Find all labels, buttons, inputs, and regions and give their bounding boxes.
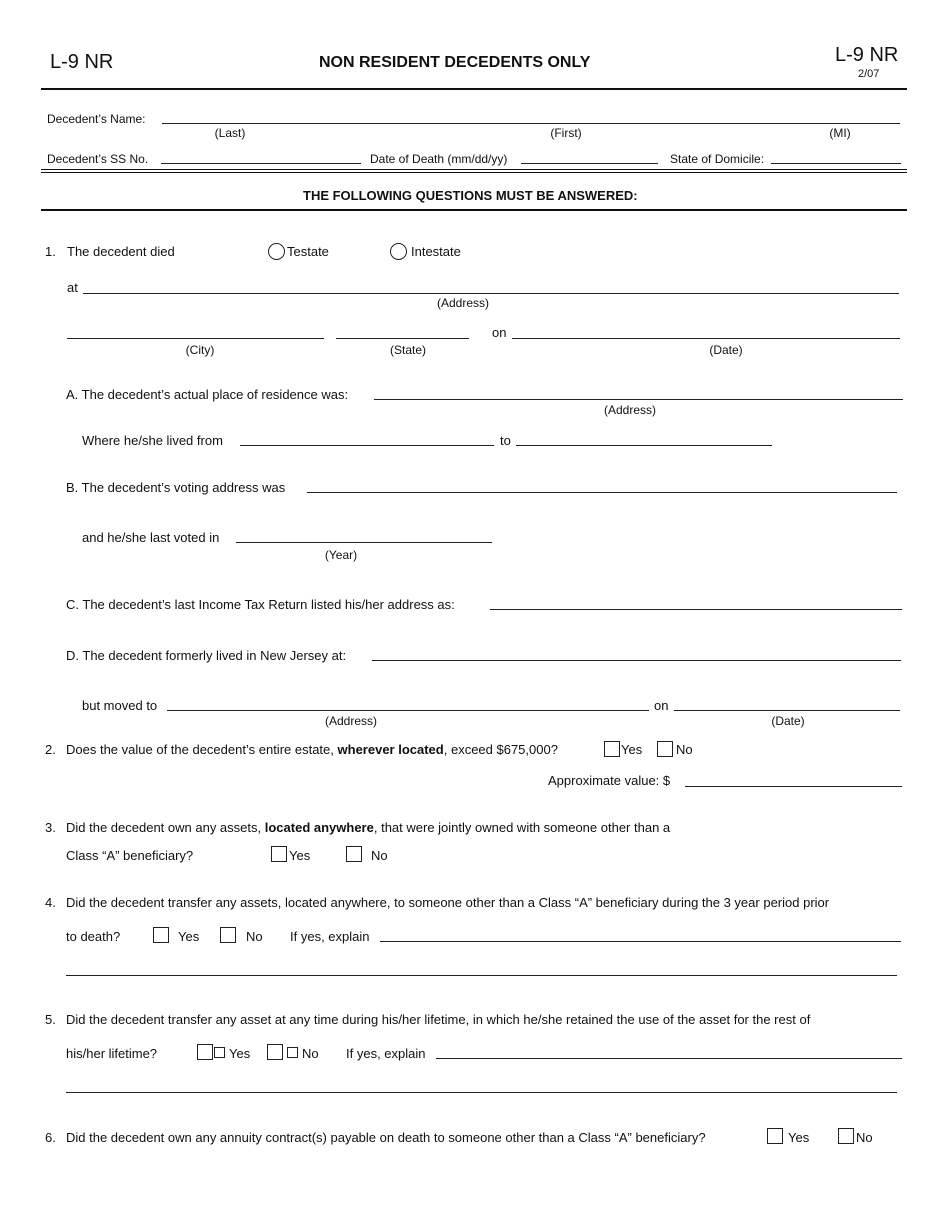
q6-no-label: No [856,1130,873,1145]
q2-no-label: No [676,742,693,757]
q4-no-checkbox[interactable] [220,927,236,943]
q3-text [66,820,670,835]
q1-number: 1. [45,244,56,259]
decedent-name-field[interactable] [162,123,900,124]
q5-line2: his/her lifetime? [66,1046,158,1061]
q5-text: Did the decedent transfer any asset at any time during his/her lifetime, in which he/she retained the use of the asset for the rest of [66,1012,811,1027]
q5-no-checkbox[interactable] [267,1044,283,1060]
intestate-radio[interactable] [390,243,407,260]
q1-city-field[interactable] [67,338,324,339]
q1-sub-state: (State) [389,343,427,357]
q4-no-label: No [246,929,263,944]
q3-line2: Class “A” beneficiary? [66,848,194,863]
q4-yes-checkbox[interactable] [153,927,169,943]
q3-yes-label: Yes [289,848,311,863]
q1b-year-field[interactable] [236,542,492,543]
q1a-residence-field[interactable] [374,399,903,400]
form-revision: 2/07 [858,68,880,80]
name-sub-mi: (MI) [829,126,851,140]
q1b-text: B. The decedent’s voting address was [66,480,286,495]
form-id-right: L-9 NR [835,44,899,66]
q6-text: Did the decedent own any annuity contract(s) payable on death to someone other than a Class “A” beneficiary? [66,1130,706,1145]
state-of-domicile-field[interactable] [771,163,901,164]
domicile-label: State of Domicile: [670,152,765,166]
q3-number: 3. [45,820,56,835]
q1d-on-label: on [654,698,669,713]
testate-radio[interactable] [268,243,285,260]
q1-sub-address: (Address) [436,296,490,310]
q1-state-field[interactable] [336,338,469,339]
q1d-sub-address: (Address) [324,714,378,728]
q4-explain-label: If yes, explain [290,929,370,944]
form-id-left: L-9 NR [50,51,114,73]
q1b-sub-year: (Year) [324,548,358,562]
name-sub-first: (First) [550,126,582,140]
q1d-moved-to-label: but moved to [82,698,158,713]
q2-text-pre: Does the value of the decedent’s entire estate, [66,742,334,757]
q2-no-checkbox[interactable] [657,741,673,757]
decedent-rule-1 [41,169,907,170]
q5-number: 5. [45,1012,56,1027]
q5-explain-label: If yes, explain [346,1046,426,1061]
q1a-text: A. The decedent’s actual place of residence was: [66,387,349,402]
q1d-sub-date: (Date) [771,714,805,728]
q1-sub-city: (City) [185,343,215,357]
q1d-date-field[interactable] [674,710,900,711]
q4-explain-field-2[interactable] [66,975,897,976]
q2-approx-label: Approximate value: $ [548,773,671,788]
q2-yes-label: Yes [621,742,643,757]
q1-sub-date: (Date) [709,343,743,357]
q5-yes-checkbox[interactable] [197,1044,213,1060]
q2-text [66,742,558,757]
q5-explain-field[interactable] [436,1058,902,1059]
q3-yes-checkbox[interactable] [271,846,287,862]
q2-approx-value-field[interactable] [685,786,902,787]
q1c-text: C. The decedent’s last Income Tax Return listed his/her address as: [66,597,455,612]
name-sub-last: (Last) [214,126,246,140]
testate-label: Testate [287,244,329,259]
q1a-sub-address: (Address) [603,403,657,417]
dod-label: Date of Death (mm/dd/yy) [370,152,508,166]
q2-yes-checkbox[interactable] [604,741,620,757]
ssn-field[interactable] [161,163,361,164]
q2-text-post: , exceed $675,000? [443,742,558,757]
decedent-rule-2 [41,172,907,173]
q1a-lived-to-field[interactable] [516,445,772,446]
q1a-lived-from-label: Where he/she lived from [82,433,223,448]
q1c-address-field[interactable] [490,609,902,610]
q1a-to-label: to [500,433,511,448]
decedent-name-label: Decedent’s Name: [47,112,146,126]
q2-text-bold: wherever located [337,742,444,757]
q1-date-field[interactable] [512,338,900,339]
q1d-text: D. The decedent formerly lived in New Jersey at: [66,648,347,663]
q1a-lived-from-field[interactable] [240,445,494,446]
page-title: NON RESIDENT DECEDENTS ONLY [319,54,591,71]
questions-heading: THE FOLLOWING QUESTIONS MUST BE ANSWERED: [303,188,638,203]
q2-number: 2. [45,742,56,757]
intestate-label: Intestate [411,244,461,259]
q1d-moved-address-field[interactable] [167,710,649,711]
q6-yes-checkbox[interactable] [767,1128,783,1144]
q4-line2: to death? [66,929,121,944]
q1-on-label: on [492,325,507,340]
q4-yes-label: Yes [178,929,200,944]
header-rule [41,88,907,90]
date-of-death-field[interactable] [521,163,658,164]
q1b-last-voted-label: and he/she last voted in [82,530,220,545]
q6-number: 6. [45,1130,56,1145]
q4-number: 4. [45,895,56,910]
q1-text: The decedent died [67,244,175,259]
ssn-label: Decedent’s SS No. [47,152,149,166]
q5-explain-field-2[interactable] [66,1092,897,1093]
q3-text-post: , that were jointly owned with someone other than a [373,820,671,835]
q3-text-pre: Did the decedent own any assets, [66,820,262,835]
q3-no-label: No [371,848,388,863]
q4-explain-field[interactable] [380,941,901,942]
q1-at-label: at [67,280,78,295]
q5-no-small-box [287,1047,298,1058]
q3-no-checkbox[interactable] [346,846,362,862]
q3-text-bold: located anywhere [264,820,374,835]
q6-yes-label: Yes [788,1130,810,1145]
q5-no-label: No [302,1046,319,1061]
q5-yes-label: Yes [229,1046,251,1061]
q1-address-field[interactable] [83,293,899,294]
questions-rule [41,209,907,211]
q5-yes-small-box [214,1047,225,1058]
q1d-nj-address-field[interactable] [372,660,901,661]
q1b-voting-address-field[interactable] [307,492,897,493]
q4-text: Did the decedent transfer any assets, located anywhere, to someone other than a Class “A” beneficiary during the 3 year period prior [66,895,830,910]
q6-no-checkbox[interactable] [838,1128,854,1144]
